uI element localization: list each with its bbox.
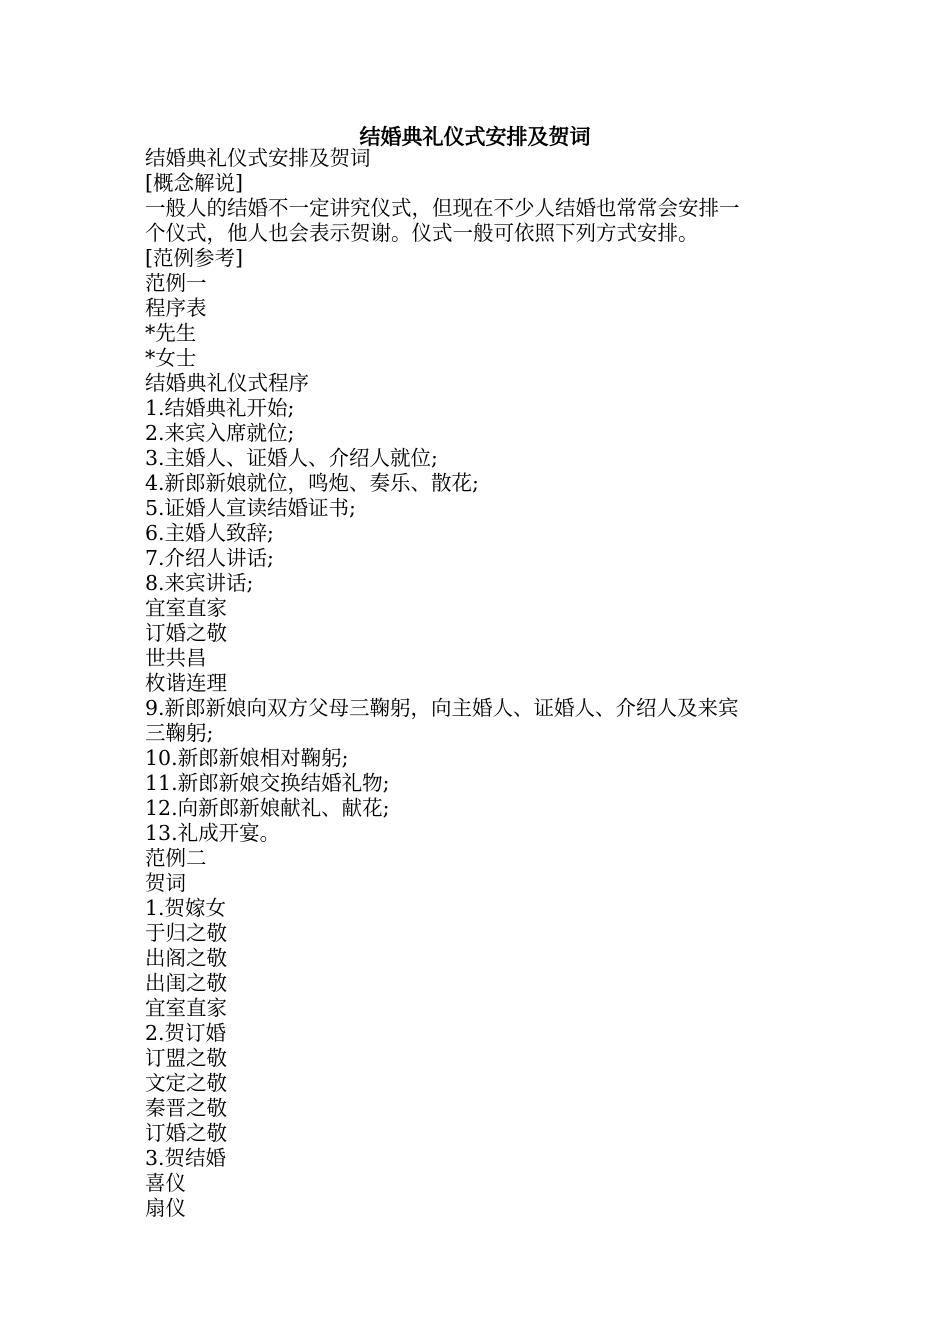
text-line: [范例参考] [145,246,243,270]
text-line: 2.贺订婚 [145,1021,227,1045]
text-line: 1.贺嫁女 [145,896,227,920]
text-line: 喜仪 [145,1171,186,1195]
text-line: 8.来宾讲话; [145,571,254,595]
text-line: 11.新郎新娘交换结婚礼物; [145,771,390,795]
text-line: 12.向新郎新娘献礼、献花; [145,796,390,820]
text-line: 4.新郎新娘就位，鸣炮、奏乐、散花; [145,471,479,495]
text-line: 于归之敬 [145,921,227,945]
text-line: 7.介绍人讲话; [145,546,274,570]
text-line: 3.贺结婚 [145,1146,227,1170]
text-line: 宜室直家 [145,996,227,1020]
document-title: 结婚典礼仪式安排及贺词 [359,124,591,149]
text-line: 个仪式，他人也会表示贺谢。仪式一般可依照下列方式安排。 [145,221,699,245]
text-line: 10.新郎新娘相对鞠躬; [145,746,349,770]
text-line: 结婚典礼仪式安排及贺词 [145,146,371,170]
text-line: 宜室直家 [145,596,227,620]
text-line: 订婚之敬 [145,1121,227,1145]
text-line: 三鞠躬; [145,721,214,745]
text-line: 2.来宾入席就位; [145,421,295,445]
text-line: 3.主婚人、证婚人、介绍人就位; [145,446,438,470]
text-line: 一般人的结婚不一定讲究仪式，但现在不少人结婚也常常会安排一 [145,196,740,220]
text-line: 9.新郎新娘向双方父母三鞠躬，向主婚人、证婚人、介绍人及来宾 [145,696,739,720]
text-line: 6.主婚人致辞; [145,521,274,545]
text-line: 13.礼成开宴。 [145,821,281,845]
text-line: *先生 [145,321,197,345]
text-line: 文定之敬 [145,1071,227,1095]
text-line: 订盟之敬 [145,1046,227,1070]
text-line: 枚谐连理 [145,671,227,695]
text-line: 秦晋之敬 [145,1096,227,1120]
text-line: 1.结婚典礼开始; [145,396,295,420]
document-body [145,146,805,1221]
text-line: 程序表 [145,296,207,320]
text-line: 世共昌 [145,646,207,670]
text-line: 扇仪 [145,1196,186,1220]
text-line: 出闺之敬 [145,971,227,995]
text-line: 范例一 [145,271,207,295]
text-line: 订婚之敬 [145,621,227,645]
text-line: 范例二 [145,846,207,870]
text-line: 5.证婚人宣读结婚证书; [145,496,356,520]
text-line: *女士 [145,346,197,370]
text-line: [概念解说] [145,171,243,195]
text-line: 结婚典礼仪式程序 [145,371,309,395]
text-line: 贺词 [145,871,186,895]
text-line: 出阁之敬 [145,946,227,970]
